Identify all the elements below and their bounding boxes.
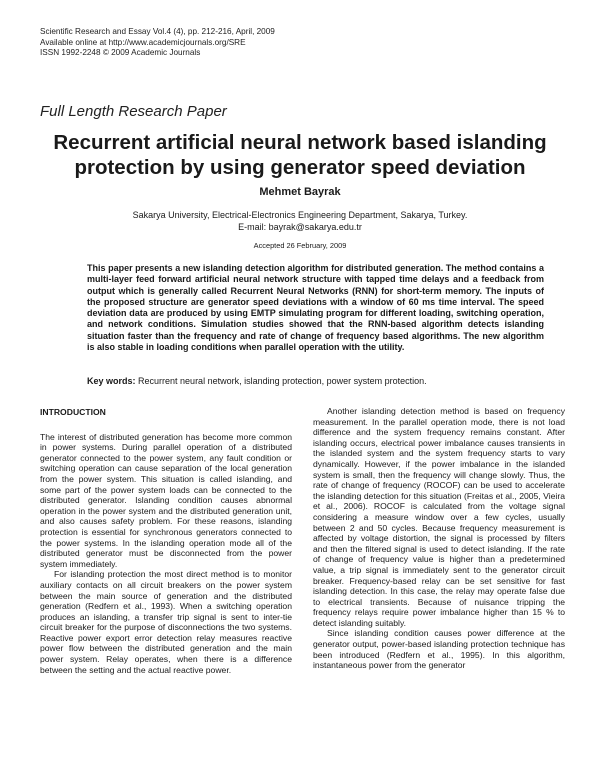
abstract: This paper presents a new islanding detection algorithm for distributed generation. The method contains a multi-layer feed forward artificial neural network structure with tapped time delays and a feedback from output which is generally called Recurrent Neural Networks (RNN) for short-term memory. The inputs of the proposed structure are generator speed deviations with a window of 60 ms time interval. The speed deviation data are produced by using EMTP simulating program for different loading, switching operation, and network conditions. Simulation studies showed that the RNN-based algorithm detects islanding situation faster than the frequency and rate of change of frequency based algorithms. The new algorithm is also stable in loading conditions when parallel operation with the utility.	[87, 263, 544, 353]
keywords	[87, 375, 547, 387]
accepted-date: Accepted 26 February, 2009	[253, 241, 347, 250]
left-column	[40, 407, 292, 675]
right-column	[313, 406, 565, 671]
journal-url[interactable]: Available online at http://www.academicjournals.org/SRE	[40, 37, 246, 47]
author-affiliation	[40, 209, 560, 233]
journal-citation: Scientific Research and Essay Vol.4 (4), pp. 212-216, April, 2009	[40, 27, 275, 36]
paper-title: Recurrent artificial neural network based islanding protection by using generator speed deviation	[53, 131, 547, 179]
section-heading-introduction: INTRODUCTION	[40, 407, 106, 417]
journal-issn: ISSN 1992-2248 © 2009 Academic Journals	[40, 48, 201, 57]
author-name: Mehmet Bayrak	[259, 186, 341, 198]
keywords-label: Key words:	[87, 376, 136, 386]
body-paragraph: The interest of distributed generation has become more common in power systems. During parallel operation of a distributed generator connected to the power system, any fault condition or switching operation can cause separation of the local generation from the power system. This situation is called islanding, and some part of the power system loads can be connected to the distributed generator. Islanding condition causes abnormal operation in the power system and the distributed generation unit, and also causes safety problem. For these reasons, islanding protection is essential for synchronous generators connected to the power systems. In the islanding operation mode all of the distributed generator must be disconnected from the power system immediately.	[40, 431, 292, 569]
keywords-text: Recurrent neural network, islanding protection, power system protection.	[138, 376, 427, 386]
paper-type: Full Length Research Paper	[40, 103, 227, 120]
affiliation-email[interactable]: E-mail: bayrak@sakarya.edu.tr	[238, 222, 362, 232]
affiliation-institution: Sakarya University, Electrical-Electronics Engineering Department, Sakarya, Turkey.	[132, 210, 468, 220]
journal-header	[40, 27, 275, 59]
body-paragraph: For islanding protection the most direct method is to monitor auxiliary contacts on all circuit breakers on the power system between the main source of generation and the distributed generation (Redfern et al., 1993). When a switching operation produces an islanding, a transfer trip signal is sent to inter-tie circuit breaker for the purpose of disconnections the two systems. Reactive power export error detection relay measures reactive power flow between the distributed generation and the main power system. Relay operates, when there is a difference between the setting and the actual reactive power.	[40, 569, 292, 675]
body-paragraph: Another islanding detection method is based on frequency measurement. In the parallel operation mode, there is not load difference and the system frequency remains constant. After islanding occurs, electrical power imbalance causes transients in the islanded system and the system frequency starts to vary dynamically. However, if the power imbalance in the islanded system is small, then the frequency will change slowly. Thus, the rate of change of frequency (ROCOF) can be used to accelerate the islanding detection for this situation (Freitas et al., 2005, Vieira et al., 2006). ROCOF is calculated from the voltage signal considering a measure window over a few cycles, usually between 2 and 50 cycles. Because frequency measurement is affected by voltage distortion, the signal is processed by filters and then the filtered signal is used to detect islanding. If the rate of change of frequency value is higher than a predetermined value, a trip signal is immediately sent to the generator circuit breaker. Frequency-based relay can be set sensitive for fast islanding detection. In this case, the relay may operate false due to electrical transients. Because of nuisance tripping the frequency relays require power imbalance higher than 15 % to detect islanding suitably.	[313, 406, 565, 628]
body-paragraph: Since islanding condition causes power difference at the generator output, power-based islanding protection technique has been introduced (Redfern et al., 1995). In this algorithm, instantaneous power from the generator	[313, 628, 565, 671]
